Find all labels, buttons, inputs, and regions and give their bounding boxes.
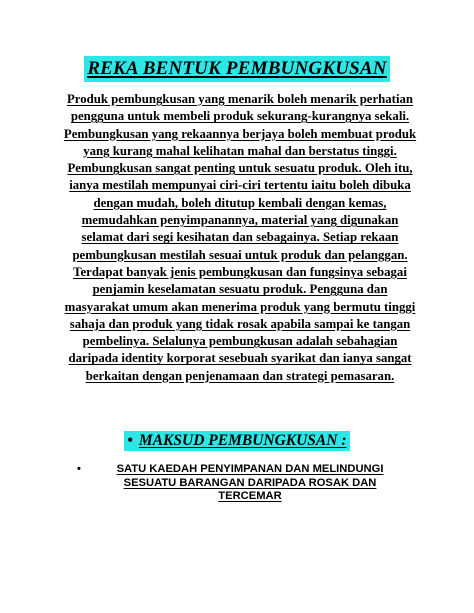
list-item-text: SATU KAEDAH PENYIMPANAN DAN MELINDUNGI SESUATU BARANGAN DARIPADA ROSAK DAN TERCEMAR (116, 463, 384, 502)
section-heading-label: MAKSUD PEMBUNGKUSAN : (138, 432, 347, 449)
section-heading (124, 431, 349, 451)
bullet-icon: • (127, 432, 133, 449)
heading-container (0, 56, 474, 82)
page-title: REKA BENTUK PEMBUNGKUSAN (84, 56, 389, 82)
bullet-icon: • (77, 463, 81, 475)
subheading-container (0, 431, 474, 451)
list-item (77, 463, 407, 504)
body-paragraph: Produk pembungkusan yang menarik boleh menarik perhatian pengguna untuk membeli produk sekurang-kurangnya sekali. Pembungkusan yang rekaannya berjaya boleh membuat produk yang kurang mahal kelihatan mahal dan berstatus tinggi. Pembungkusan sangat penting untuk sesuatu produk. Oleh itu, ianya mestilah mempunyai ciri-ciri tertentu iaitu boleh dibuka dengan mudah, boleh ditutup kembali dengan kemas, memudahkan penyimpanannya, material yang digunakan selamat dari segi kesihatan dan sebagainya. Setiap rekaan pembungkusan mestilah sesuai untuk produk dan pelanggan. Terdapat banyak jenis pembungkusan dan fungsinya sebagai penjamin keselamatan sesuatu produk. Pengguna dan masyarakat umum akan menerima produk yang bermutu tinggi sahaja dan produk yang tidak rosak apabila sampai ke tangan pembelinya. Selalunya pembungkusan adalah sebahagian daripada identity korporat sesebuah syarikat dan ianya sangat berkaitan dengan penjenamaan dan strategi pemasaran. (63, 92, 417, 383)
